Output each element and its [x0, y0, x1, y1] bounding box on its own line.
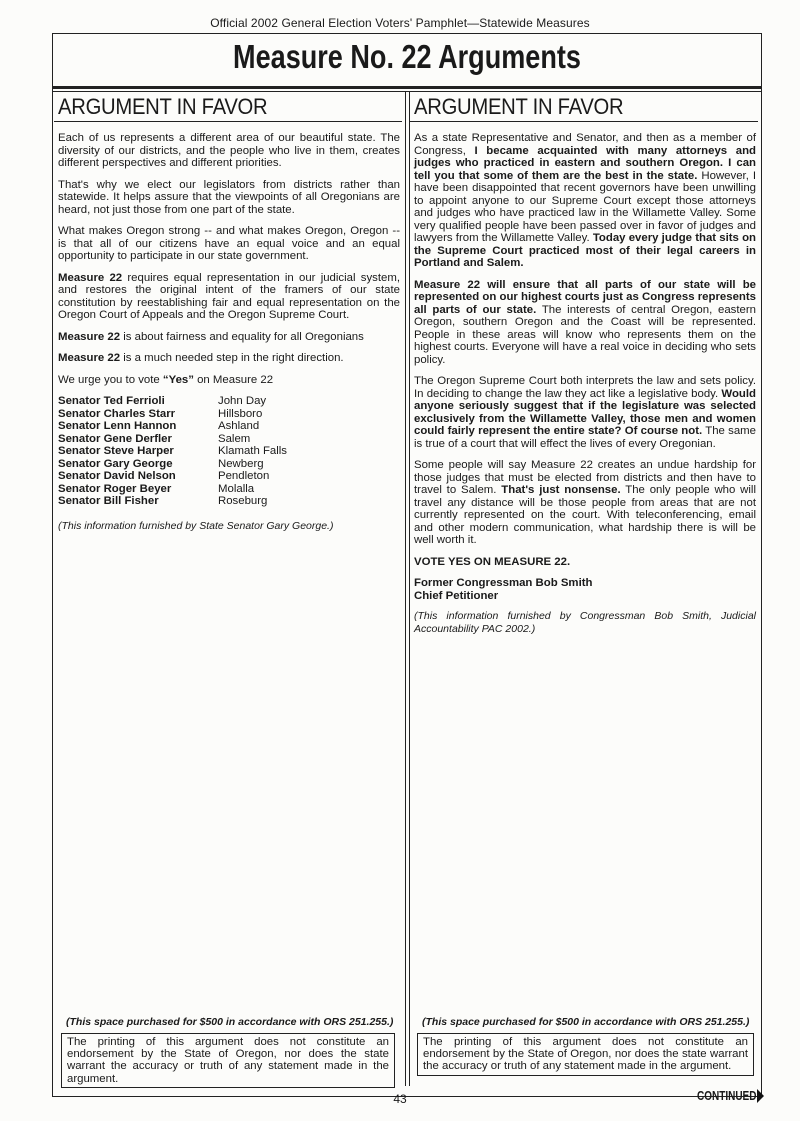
measure-label: Measure 22	[58, 352, 121, 364]
signer-name: Senator Ted Ferrioli	[58, 395, 165, 407]
title-rule-thin	[53, 91, 761, 92]
signer-city: Klamath Falls	[218, 445, 288, 457]
left-argument	[58, 94, 400, 532]
continued-label: CONTINUED	[697, 1089, 757, 1103]
signer-name: Senator Gene Derfler	[58, 432, 172, 445]
signers-list	[58, 395, 400, 508]
page-number: 43	[393, 1092, 407, 1106]
continued-arrow-icon	[757, 1089, 764, 1103]
measure-label: Measure 22	[58, 271, 123, 284]
signer-title: Chief Petitioner	[414, 589, 499, 602]
signer-name: Senator Roger Beyer	[58, 482, 172, 495]
signer-city: Salem	[218, 432, 251, 445]
column-divider	[405, 92, 406, 1086]
signer-name: Senator David Nelson	[58, 470, 176, 482]
page-title: Measure No. 22 Arguments	[233, 38, 581, 75]
signer-city: Molalla	[218, 482, 255, 495]
measure-label: Measure 22	[58, 330, 121, 343]
right-paragraph-4: Some people will say Measure 22 creates an undue hardship for those judges that must be elected from districts and then have to travel to Salem. That's just nonsense. The only people who will travel any distance will be those people from areas that are not currently represented on the court. With teleconferencing, email and other modern communication, what hardship there is will be well worth it.	[414, 459, 756, 546]
left-paragraph-1: Each of us represents a different area of our beautiful state. The diversity of our districts, and the people who live in them, creates different perspectives and different priorities.	[58, 132, 400, 169]
left-paragraph-3: What makes Oregon strong -- and what makes Oregon, Oregon -- is that all of our citizens have an equal voice and an equal opportunity to participate in our state government.	[58, 225, 400, 262]
right-signer	[414, 577, 756, 602]
publication-header: Official 2002 General Election Voters' Pamphlet—Statewide Measures	[210, 16, 590, 30]
left-credit: (This information furnished by State Senator Gary George.)	[58, 519, 334, 532]
vote-yes: VOTE YES ON MEASURE 22.	[414, 555, 571, 568]
signer-name: Senator Steve Harper	[58, 445, 174, 457]
signer-city: Pendleton	[218, 470, 270, 482]
signer-name: Senator Charles Starr	[58, 407, 176, 420]
right-credit: (This information furnished by Congressman Bob Smith, Judicial Accountability PAC 2002.)	[414, 610, 756, 635]
left-paragraph-5: Measure 22 is about fairness and equality for all Oregonians	[58, 330, 364, 343]
right-purchase-note: (This space purchased for $500 in accordance with ORS 251.255.)	[422, 1016, 750, 1028]
title-rule	[53, 86, 761, 89]
signer-city: John Day	[218, 395, 267, 407]
left-paragraph-4: Measure 22 requires equal representation in our judicial system, and restores the original intent of the framers of our state constitution by reestablishing fair and equal representation on the Oregon Court of Appeals and the Oregon Supreme Court.	[58, 271, 400, 321]
right-argument-heading: ARGUMENT IN FAVOR	[414, 94, 624, 119]
heading-rule	[54, 121, 402, 122]
signer-city: Roseburg	[218, 495, 268, 507]
right-disclaimer: The printing of this argument does not constitute an endorsement by the State of Oregon, nor does the state warrant the accuracy or truth of any statement made in the argument.	[417, 1033, 754, 1076]
left-argument-heading: ARGUMENT IN FAVOR	[58, 94, 268, 119]
heading-rule	[410, 121, 758, 122]
left-urge: We urge you to vote “Yes” on Measure 22	[58, 373, 274, 386]
left-paragraph-2: That's why we elect our legislators from districts rather than statewide. It helps assure that the viewpoints of all Oregonians are heard, not just those from one part of the state.	[58, 178, 400, 216]
signer-name: Senator Lenn Hannon	[58, 420, 177, 432]
right-paragraph-3: The Oregon Supreme Court both interprets the law and sets policy. In deciding to change the law they act like a legislative body. Would anyone seriously suggest that if the legislature was selected exclusively from the Willamette Valley, those men and women could fairly represent the entire state? Of course not. The same is true of a court that will effect the lives of every Oregonian.	[414, 375, 756, 450]
left-paragraph-6: Measure 22 is a much needed step in the right direction.	[58, 352, 344, 364]
signer-name: Former Congressman Bob Smith	[414, 577, 593, 589]
right-paragraph-1: As a state Representative and Senator, and then as a member of Congress, I became acquainted with many attorneys and judges who practiced in eastern and southern Oregon. I can tell you that some of them are the best in the state. However, I have been disappointed that recent governors have been unwilling to appoint anyone to our Supreme Court except those attorneys and judges who have practiced law in the Willamette Valley. Some very qualified people have been passed over in favor of judges and lawyers from the Willamette Valley. Today every judge that sits on the Supreme Court practiced most of their legal careers in Portland and Salem.	[414, 132, 756, 269]
left-purchase-note: (This space purchased for $500 in accordance with ORS 251.255.)	[66, 1016, 394, 1028]
signer-city: Newberg	[218, 457, 264, 470]
column-divider-inner	[409, 92, 410, 1086]
signer-name: Senator Bill Fisher	[58, 495, 159, 507]
signer-city: Hillsboro	[218, 407, 263, 420]
right-paragraph-2: Measure 22 will ensure that all parts of our state will be represented on our highest courts just as Congress represents all parts of our state. The interests of central Oregon, eastern Oregon, southern Oregon and the Coast will be represented. People in these areas will know who represents them on the highest courts. Everyone will have a real voice in deciding who sets policy.	[414, 278, 756, 366]
signer-name: Senator Gary George	[58, 457, 173, 470]
left-disclaimer: The printing of this argument does not constitute an endorsement by the State of Oregon, nor does the state warrant the accuracy or truth of any statement made in the argument.	[61, 1033, 395, 1088]
signer-city: Ashland	[218, 420, 260, 432]
right-argument	[414, 94, 756, 635]
